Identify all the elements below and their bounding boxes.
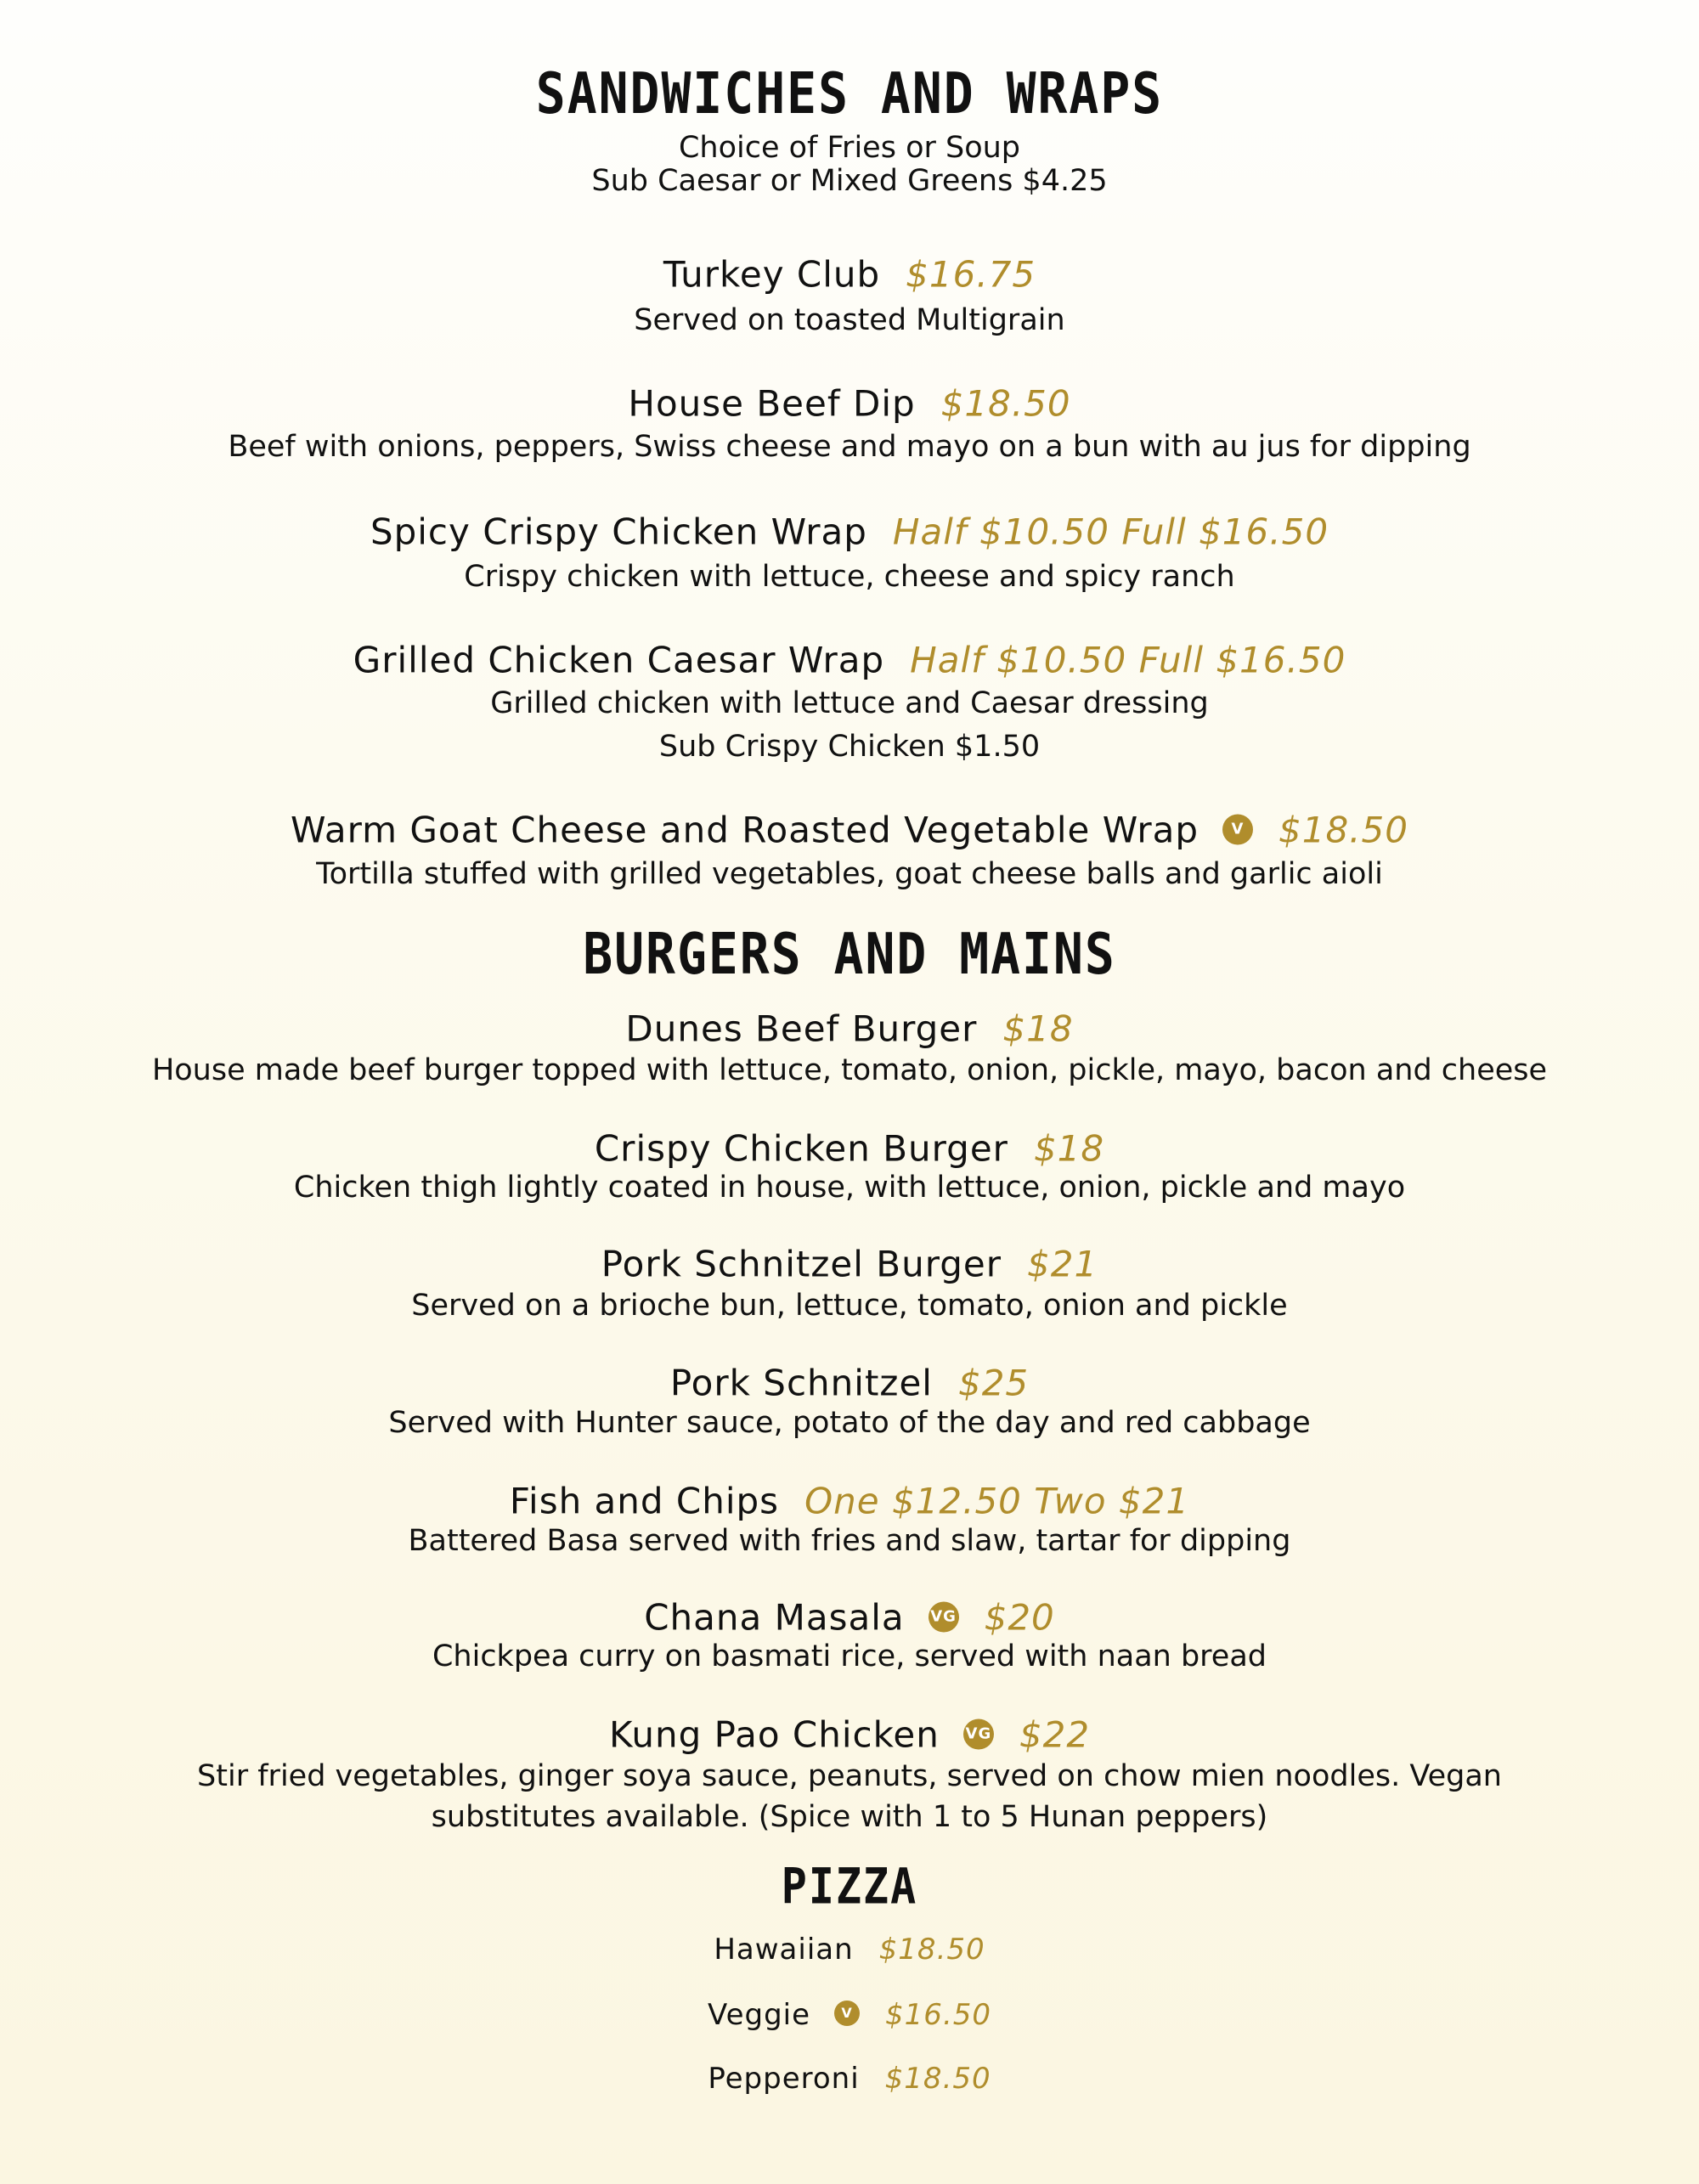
menu-item-title xyxy=(0,810,1699,851)
pizza-item xyxy=(0,1998,1699,2032)
item-price: Half $10.50 Full $16.50 xyxy=(910,639,1346,681)
item-price: $18 xyxy=(1033,1127,1105,1170)
section-title-sandwiches: SANDWICHES AND WRAPS xyxy=(535,59,1164,127)
item-name: Warm Goat Cheese and Roasted Vegetable Wrap xyxy=(291,809,1199,851)
item-price: $21 xyxy=(1027,1243,1098,1285)
item-description: Chicken thigh lightly coated in house, with lettuce, onion, pickle and mayo xyxy=(293,1171,1406,1205)
menu-item-title xyxy=(0,640,1699,681)
item-price: Half $10.50 Full $16.50 xyxy=(892,511,1329,553)
item-name: Turkey Club xyxy=(663,253,881,296)
item-price: $18 xyxy=(1002,1007,1074,1050)
menu-item-title xyxy=(0,1481,1699,1522)
item-description: Battered Basa served with fries and slaw, tartar for dipping xyxy=(408,1524,1291,1558)
item-name: Fish and Chips xyxy=(509,1480,780,1522)
item-price: $18.50 xyxy=(878,1933,985,1967)
menu-item-title xyxy=(0,1244,1699,1285)
item-price: $18.50 xyxy=(1278,809,1408,851)
item-description: Sub Crispy Chicken $1.50 xyxy=(658,730,1041,764)
item-name: Chana Masala xyxy=(644,1596,905,1639)
section-title-pizza: PIZZA xyxy=(781,1858,918,1916)
item-name: Spicy Crispy Chicken Wrap xyxy=(370,511,867,553)
item-description: House made beef burger topped with lettuce, tomato, onion, pickle, mayo, bacon and cheese xyxy=(151,1053,1548,1087)
item-price: $22 xyxy=(1019,1713,1091,1756)
item-price: $16.50 xyxy=(885,1998,992,2032)
item-description: Served with Hunter sauce, potato of the day and red cabbage xyxy=(388,1406,1311,1440)
menu-item-title xyxy=(0,511,1699,553)
item-name: Kung Pao Chicken xyxy=(608,1713,940,1756)
section-note: Sub Caesar or Mixed Greens $4.25 xyxy=(591,164,1108,198)
item-description: Chickpea curry on basmati rice, served with naan bread xyxy=(432,1639,1267,1673)
item-description: Beef with onions, peppers, Swiss cheese and mayo on a bun with au jus for dipping xyxy=(228,430,1471,464)
section-note: Choice of Fries or Soup xyxy=(678,131,1021,165)
item-price: $20 xyxy=(984,1596,1055,1639)
item-description: Crispy chicken with lettuce, cheese and spicy ranch xyxy=(464,560,1235,594)
item-description: Served on a brioche bun, lettuce, tomato, onion and pickle xyxy=(411,1289,1288,1323)
item-name: Pepperoni xyxy=(708,2062,860,2096)
pizza-item xyxy=(0,1933,1699,1967)
menu-item-title xyxy=(0,383,1699,425)
item-price: $16.75 xyxy=(906,253,1036,296)
item-description: Served on toasted Multigrain xyxy=(634,303,1065,337)
item-description: Grilled chicken with lettuce and Caesar dressing xyxy=(490,686,1209,720)
item-name: Pork Schnitzel Burger xyxy=(601,1243,1002,1285)
menu-item-title xyxy=(0,1714,1699,1756)
item-price: $18.50 xyxy=(940,382,1071,425)
menu-item-title xyxy=(0,1128,1699,1170)
item-description: substitutes available. (Spice with 1 to 5 Hunan peppers) xyxy=(431,1800,1268,1834)
vegan-badge-icon: VG xyxy=(929,1601,959,1632)
item-price: One $12.50 Two $21 xyxy=(804,1480,1190,1522)
item-name: Crispy Chicken Burger xyxy=(594,1127,1008,1170)
menu-item-title xyxy=(0,1597,1699,1639)
item-name: Pork Schnitzel xyxy=(669,1362,933,1404)
item-name: Veggie xyxy=(707,1998,811,2032)
item-name: Dunes Beef Burger xyxy=(625,1007,978,1050)
item-price: $18.50 xyxy=(884,2062,991,2096)
vegetarian-badge-icon: V xyxy=(1222,814,1253,844)
menu-item-title xyxy=(0,254,1699,296)
item-name: Hawaiian xyxy=(714,1933,854,1967)
vegan-badge-icon: VG xyxy=(963,1718,994,1749)
menu-item-title xyxy=(0,1363,1699,1404)
section-title-burgers: BURGERS AND MAINS xyxy=(583,920,1116,988)
item-price: $25 xyxy=(957,1362,1030,1404)
item-name: Grilled Chicken Caesar Wrap xyxy=(353,639,885,681)
item-description: Stir fried vegetables, ginger soya sauce, peanuts, served on chow mien noodles. Vegan xyxy=(197,1759,1502,1793)
item-name: House Beef Dip xyxy=(628,382,916,425)
item-description: Tortilla stuffed with grilled vegetables, goat cheese balls and garlic aioli xyxy=(316,857,1383,891)
vegetarian-badge-icon: V xyxy=(834,2001,860,2026)
menu-item-title xyxy=(0,1008,1699,1050)
pizza-item xyxy=(0,2062,1699,2096)
